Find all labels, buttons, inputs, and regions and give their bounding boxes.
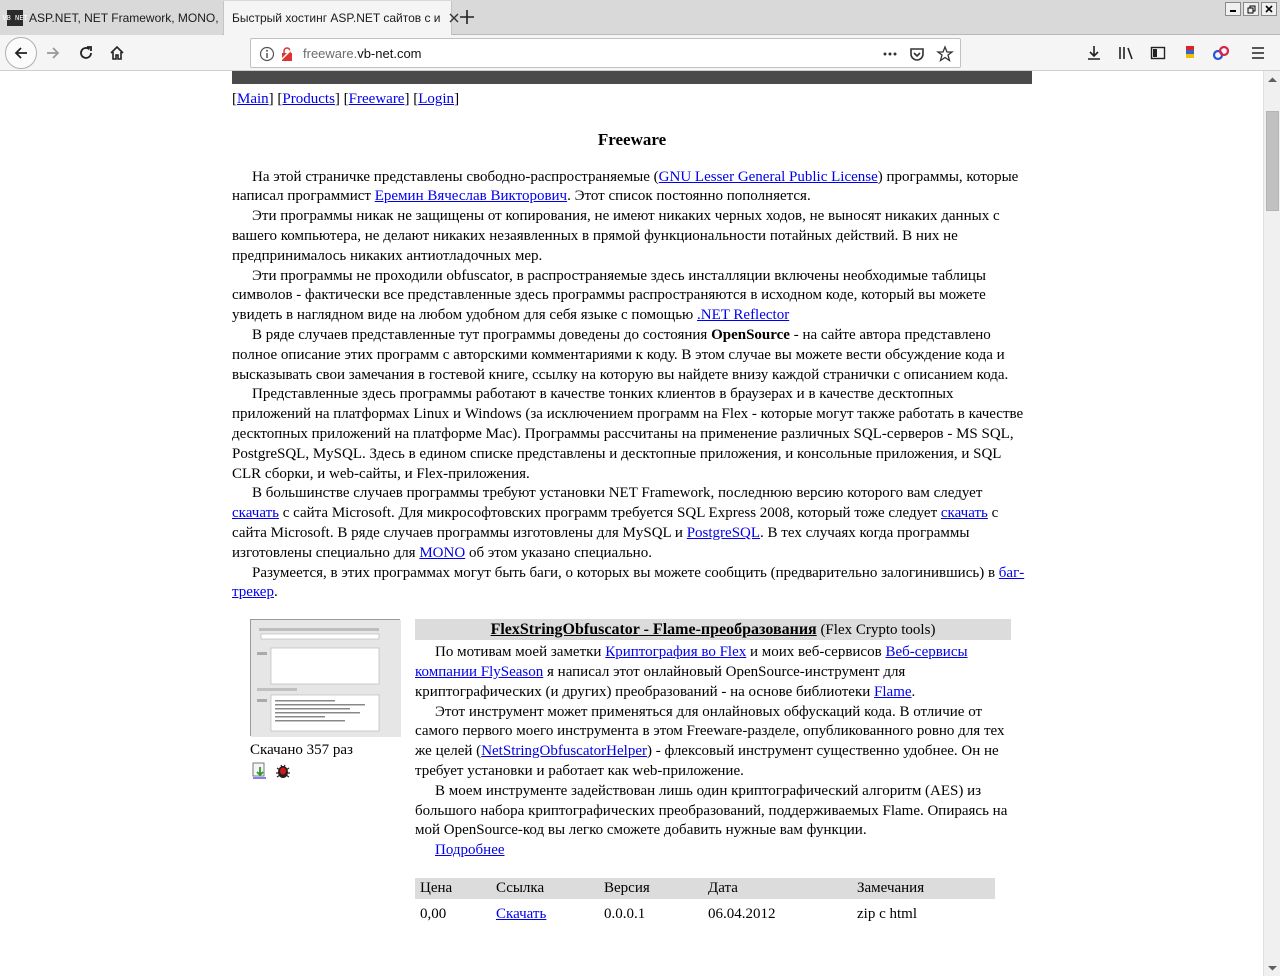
hamburger-menu-icon[interactable] bbox=[1249, 44, 1267, 62]
table-header-row bbox=[415, 878, 995, 899]
text: ) - флексовый инструмент существенно удобнее. Он не требует установки и работает как web-приложение. bbox=[415, 743, 999, 779]
intro-paragraph-1 bbox=[232, 168, 1032, 208]
netstringobfuscator-link[interactable]: NetStringObfuscatorHelper bbox=[481, 743, 647, 760]
tab-aspnet[interactable] bbox=[0, 1, 222, 35]
notes-cell: zip c html bbox=[857, 905, 917, 922]
flyseason-link[interactable]: Веб-сервисы компании FlySeason bbox=[415, 644, 968, 680]
download-netfx-link[interactable]: скачать bbox=[232, 505, 279, 522]
text: По мотивам моей заметки bbox=[435, 644, 606, 661]
text: . Этот список постоянно пополняется. bbox=[567, 188, 811, 205]
product-description bbox=[415, 619, 1011, 925]
new-tab-plus-icon[interactable] bbox=[455, 5, 479, 29]
tab-title: Быстрый хостинг ASP.NET сайтов с и bbox=[232, 11, 441, 25]
product-header bbox=[415, 619, 1011, 640]
text: . bbox=[273, 584, 278, 601]
page-title: Freeware bbox=[597, 129, 667, 149]
col-header-notes: Замечания bbox=[852, 878, 995, 899]
product-paragraph-2 bbox=[415, 703, 1011, 782]
url-text: freeware.vb-net.com bbox=[303, 46, 422, 61]
pocket-icon[interactable] bbox=[909, 46, 925, 62]
intro-paragraph-7 bbox=[232, 564, 1032, 604]
text: . bbox=[911, 683, 916, 700]
text: Этот инструмент может применяться для онлайновых обфускаций кода. В отличие от самого первого моего инструмента в этом Freeware-разделе, опубликованного ровно для тех же целей ( bbox=[415, 703, 1005, 760]
download-sqlexpress-link[interactable]: скачать bbox=[940, 505, 988, 522]
extension-link-icon[interactable] bbox=[1212, 44, 1230, 62]
downloads-icon[interactable] bbox=[1085, 44, 1103, 62]
more-link-row bbox=[415, 841, 1011, 861]
info-icon[interactable] bbox=[259, 46, 275, 62]
intro-paragraph-5: Представленные здесь программы работают в качестве тонких клиентов в браузерах и в качестве десктопных приложений на платформах Linux и Windows (за исключением программ на Flex - которые могут также работать в качестве десктопных приложений на платформе Mac). Программы рассчитаны на применение различных SQL-серверов - MS SQL, PostgreSQL, MySQL. Здесь в едином списке представлены и десктопные приложения, и консольные приложения, и SQL CLR сборки, и web-сайты, и Flex-приложения. bbox=[232, 386, 1024, 482]
bugtracker-link[interactable]: баг-трекер bbox=[232, 564, 1025, 601]
text: В большинстве случаев программы требуют установки NET Framework, последнюю версию которого вам следует bbox=[252, 485, 983, 502]
scroll-up-arrow-icon[interactable] bbox=[1264, 71, 1281, 88]
text: Эти программы не проходили obfuscator, в распространяемые здесь инсталляции включены необходимые таблицы символов - фактически все представленные здесь программы распространяются в исходном коде, который вы можете увидеть в наглядном виде на любом удобном для себя языке с помощью bbox=[232, 267, 986, 324]
product-paragraph-1 bbox=[415, 643, 1011, 702]
table-row bbox=[415, 899, 995, 925]
scroll-down-arrow-icon[interactable] bbox=[1264, 959, 1281, 976]
site-menu: [Main] [Products] [Freeware] [Login] bbox=[232, 91, 460, 107]
menu-login-link[interactable]: Login bbox=[418, 91, 455, 107]
extension-flag-icon[interactable] bbox=[1181, 44, 1199, 62]
minimize-icon[interactable] bbox=[1225, 2, 1241, 16]
intro-paragraph-3 bbox=[232, 267, 1032, 326]
product-item bbox=[232, 619, 1032, 929]
text: об этом указано специально. bbox=[465, 544, 652, 561]
tab-title: ASP.NET, NET Framework, MONO, bbox=[29, 11, 219, 25]
author-link[interactable]: Еремин Вячеслав Викторович bbox=[374, 188, 568, 205]
address-bar[interactable] bbox=[250, 38, 961, 68]
download-count: Скачано 357 раз bbox=[250, 742, 353, 759]
text: В ряде случаев представленные тут программы доведены до состояния bbox=[252, 326, 712, 343]
text: с сайта Microsoft. Для микрософтовских программ требуется SQL Express 2008, который тоже следует bbox=[279, 505, 941, 522]
version-cell: 0.0.0.1 bbox=[604, 905, 646, 922]
download-link[interactable]: Скачать bbox=[496, 905, 547, 922]
back-arrow-icon[interactable] bbox=[5, 37, 37, 69]
product-body bbox=[415, 643, 1011, 861]
scrollbar-thumb[interactable] bbox=[1266, 111, 1279, 211]
intro-paragraph-6 bbox=[232, 484, 1032, 563]
menu-freeware-link[interactable]: Freeware bbox=[348, 91, 405, 107]
opensource-bold: OpenSource bbox=[711, 326, 790, 343]
page-viewport bbox=[0, 71, 1263, 976]
bug-icon[interactable] bbox=[274, 761, 292, 786]
reflector-link[interactable]: .NET Reflector bbox=[697, 307, 790, 324]
flex-crypto-link[interactable]: Криптография во Flex bbox=[605, 644, 747, 661]
text: и моих веб-сервисов bbox=[746, 644, 886, 661]
text: ) программы, которые написал программист bbox=[232, 168, 1019, 205]
text: - на сайте автора представлено полное описание этих программ с авторскими комментариями к коду. В этом случае вы можете вести обсуждение кода и высказывать свои замечания в гостевой книге, ссылку на которую вы найдете внизу каждой странички с описанием кода. bbox=[232, 326, 1009, 383]
close-window-icon[interactable] bbox=[1261, 2, 1277, 16]
text: с сайта Microsoft. В ряде случаев программы изготовлены для MySQL и bbox=[232, 505, 999, 541]
sidebar-icon[interactable] bbox=[1149, 44, 1167, 62]
forward-arrow-icon[interactable] bbox=[38, 38, 68, 68]
col-header-price: Цена bbox=[415, 878, 491, 899]
vertical-scrollbar[interactable] bbox=[1263, 71, 1280, 976]
vbnet-favicon-icon: VB NET bbox=[7, 10, 23, 26]
lgpl-link[interactable]: GNU Lesser General Public License bbox=[658, 168, 878, 185]
col-header-link: Ссылка bbox=[491, 878, 599, 899]
insecure-lock-icon[interactable] bbox=[279, 46, 295, 62]
col-header-date: Дата bbox=[703, 878, 852, 899]
price-cell: 0,00 bbox=[420, 905, 447, 922]
intro-paragraph-2: Эти программы никак не защищены от копирования, не имеют никаких черных ходов, не выносят никаких данных с вашего компьютера, не делают никаких незаявленных в прямой функциональности потайных действий. В них не предпринималось никаких антиотладочных мер. bbox=[232, 208, 1000, 264]
product-name-link[interactable]: FlexStringObfuscator - Flame-преобразования bbox=[490, 621, 817, 639]
product-category: (Flex Crypto tools) bbox=[820, 622, 936, 639]
restore-icon[interactable] bbox=[1243, 2, 1259, 16]
page-actions-icon[interactable] bbox=[882, 46, 898, 62]
flame-link[interactable]: Flame bbox=[874, 683, 912, 700]
product-paragraph-3: В моем инструменте задействован лишь один криптографический алгоритм (AES) из большого набора криптографических преобразований, поддерживаемых Flame. Опираясь на мой OpenSource-код вы легко сможете добавить нужные вам функции. bbox=[415, 782, 1008, 839]
date-cell: 06.04.2012 bbox=[708, 905, 776, 922]
link-cell bbox=[491, 899, 599, 925]
header-bar bbox=[232, 71, 1032, 84]
reload-icon[interactable] bbox=[71, 38, 101, 68]
page-content bbox=[232, 71, 1032, 929]
text: На этой страничке представлены свободно-распространяемые ( bbox=[252, 168, 659, 185]
text: . В тех случаях когда программы изготовлены специально для bbox=[232, 524, 970, 561]
menu-products-link[interactable]: Products bbox=[282, 91, 335, 107]
text: Разумеется, в этих программах могут быть баги, о которых вы можете сообщить (предварительно залогинившись) в bbox=[252, 564, 999, 581]
product-screenshot-thumbnail[interactable] bbox=[250, 619, 400, 736]
bookmark-star-icon[interactable] bbox=[937, 46, 953, 62]
mono-link[interactable]: MONO bbox=[419, 544, 466, 561]
home-icon[interactable] bbox=[102, 38, 132, 68]
window-controls bbox=[1225, 2, 1277, 16]
intro-paragraph-4 bbox=[232, 326, 1032, 385]
tab-hosting[interactable] bbox=[223, 1, 452, 35]
download-icons bbox=[252, 761, 292, 786]
menu-main-link[interactable]: Main bbox=[237, 91, 269, 107]
tab-bar bbox=[0, 0, 1280, 35]
navigation-toolbar bbox=[0, 35, 1280, 71]
more-details-link[interactable]: Подробнее bbox=[435, 842, 505, 859]
download-icon[interactable] bbox=[252, 761, 270, 786]
library-icon[interactable] bbox=[1117, 44, 1135, 62]
text: я написал этот онлайновый OpenSource-инструмент для криптографических (и других) преобразований - на основе библиотеки bbox=[415, 663, 906, 700]
product-info-table bbox=[415, 878, 995, 925]
col-header-version: Версия bbox=[599, 878, 703, 899]
postgresql-link[interactable]: PostgreSQL bbox=[686, 524, 761, 541]
